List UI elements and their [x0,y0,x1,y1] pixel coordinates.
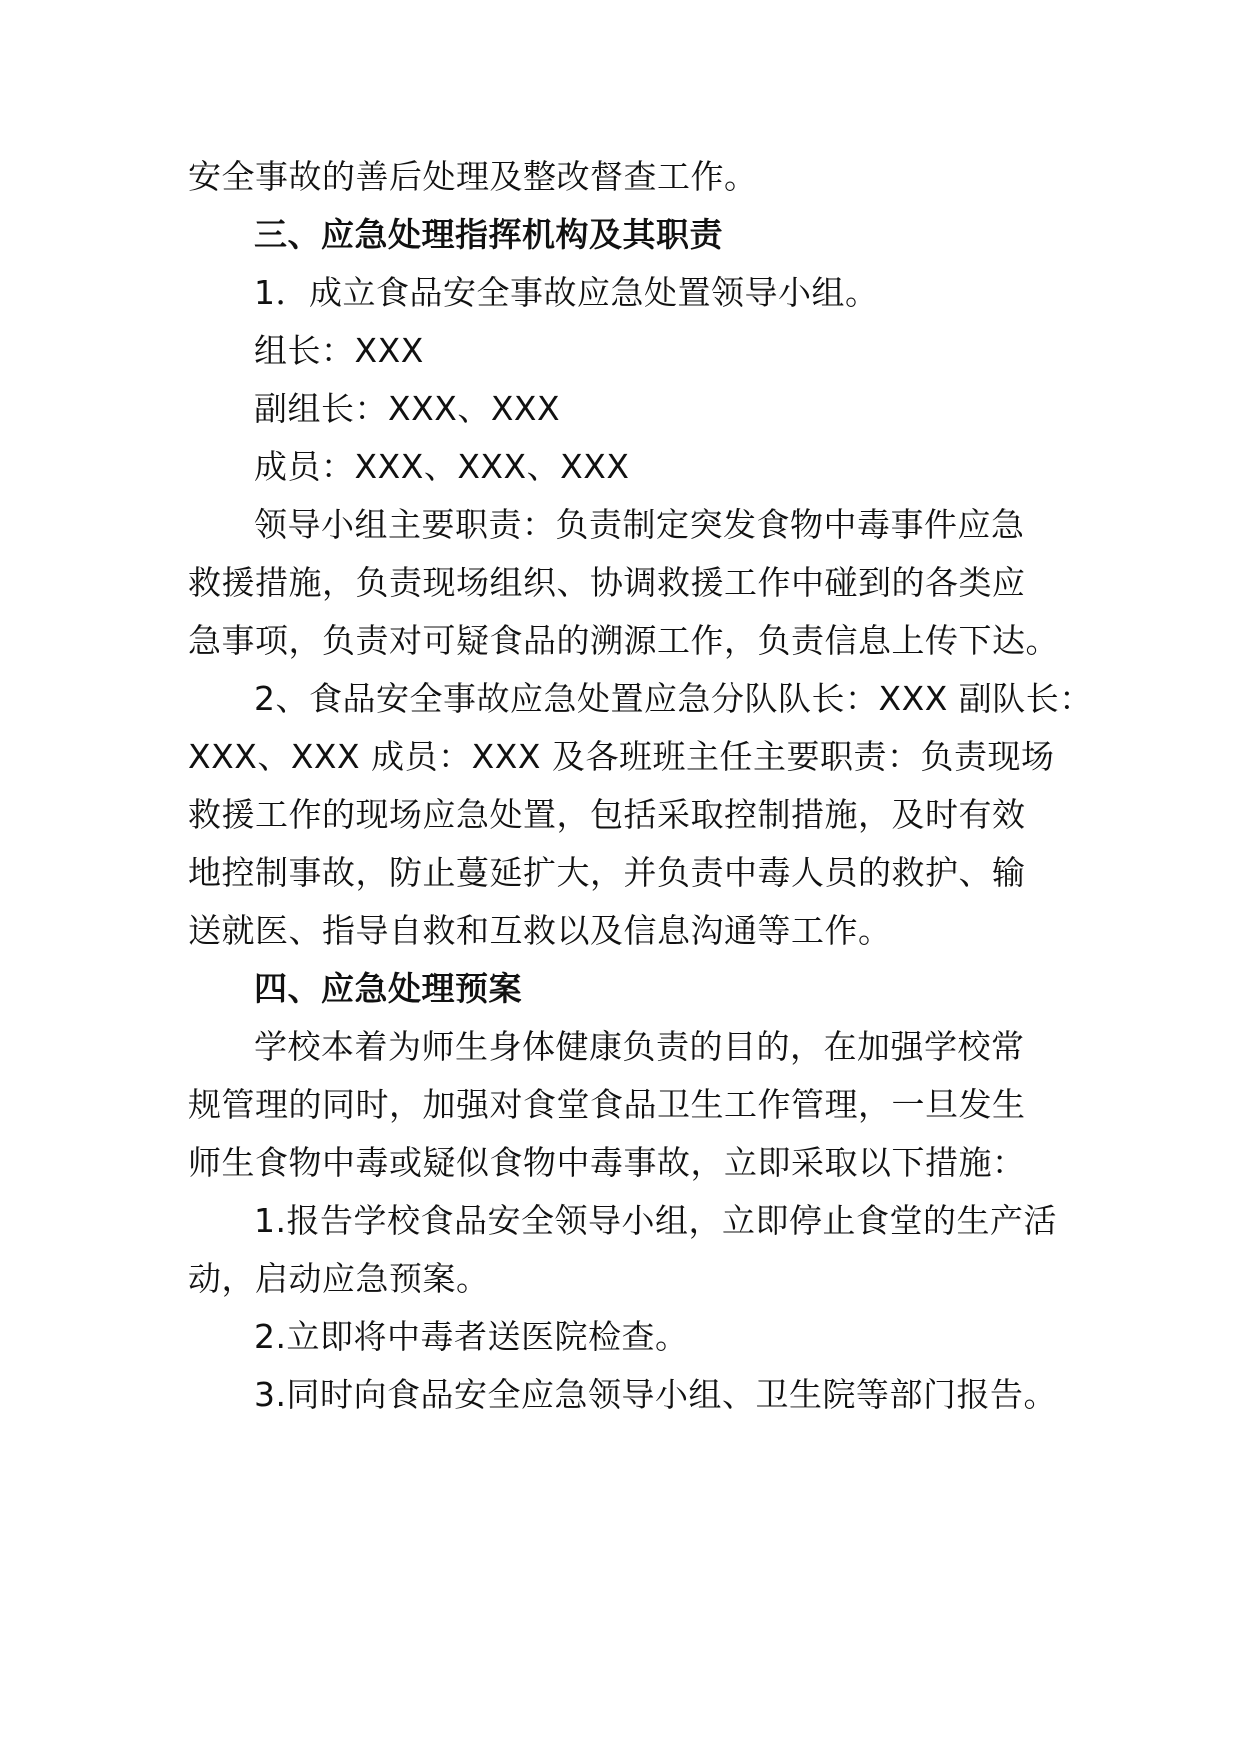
body-text-line: 规管理的同时，加强对食堂食品卫生工作管理，一旦发生 [188,1085,1026,1124]
list-item: 2、食品安全事故应急处置应急分队队长：XXX 副队长： [254,679,1093,718]
body-text-line: 安全事故的善后处理及整改督查工作。 [188,157,758,196]
section-heading: 四、应急处理预案 [254,969,522,1008]
list-item: 1.报告学校食品安全领导小组，立即停止食堂的生产活 [254,1201,1057,1240]
body-text-line: 急事项，负责对可疑食品的溯源工作，负责信息上传下达。 [188,621,1059,660]
list-item: 1．成立食品安全事故应急处置领导小组。 [254,273,879,312]
member-line-deputy: 副组长：XXX、XXX [254,389,561,428]
body-text-line: 学校本着为师生身体健康负责的目的，在加强学校常 [254,1027,1025,1066]
body-text-line: 救援措施，负责现场组织、协调救援工作中碰到的各类应 [188,563,1026,602]
body-text-line: 地控制事故，防止蔓延扩大，并负责中毒人员的救护、输 [188,853,1026,892]
list-item: 2.立即将中毒者送医院检查。 [254,1317,689,1356]
body-text-line: 送就医、指导自救和互救以及信息沟通等工作。 [188,911,892,950]
body-text-line: 救援工作的现场应急处置，包括采取控制措施，及时有效 [188,795,1026,834]
body-text-line: 领导小组主要职责：负责制定突发食物中毒事件应急 [254,505,1025,544]
member-line-leader: 组长：XXX [254,331,424,370]
body-text-line: 动，启动应急预案。 [188,1259,490,1298]
section-heading: 三、应急处理指挥机构及其职责 [254,215,723,254]
body-text-line: XXX、XXX 成员：XXX 及各班班主任主要职责：负责现场 [188,737,1055,776]
member-line-members: 成员：XXX、XXX、XXX [254,447,630,486]
body-text-line: 师生食物中毒或疑似食物中毒事故，立即采取以下措施： [188,1143,1026,1182]
list-item: 3.同时向食品安全应急领导小组、卫生院等部门报告。 [254,1375,1057,1414]
